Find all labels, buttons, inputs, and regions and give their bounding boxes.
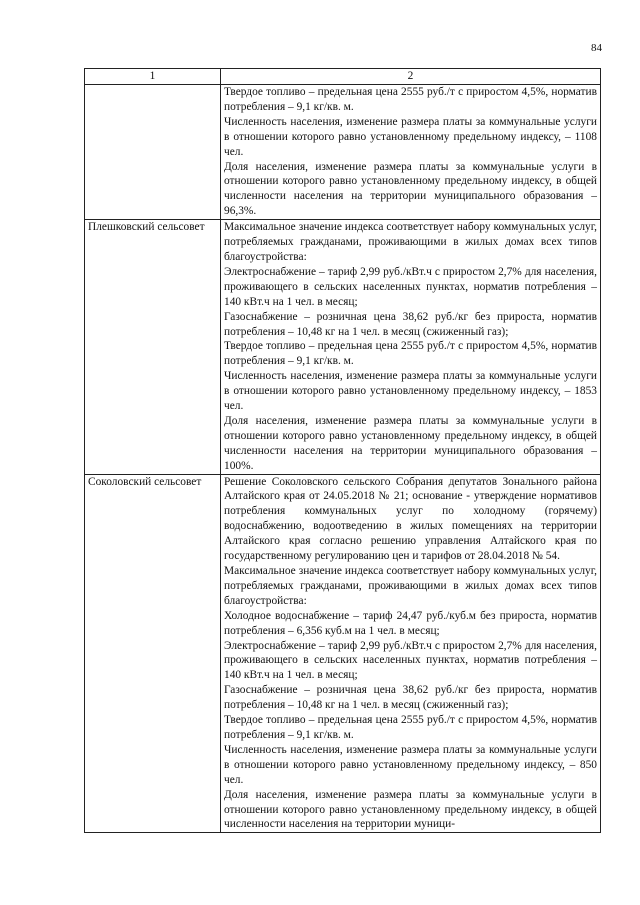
entity-name-cell [85, 85, 221, 220]
description-cell [221, 474, 601, 833]
paragraph: Численность населения, изменение размера платы за коммунальные услуги в отношении которого равно установленному предельному индексу, – 850 чел. [224, 743, 597, 786]
page-number: 84 [591, 42, 602, 54]
paragraph: Твердое топливо – предельная цена 2555 руб./т с приростом 4,5%, норматив потребления – 9,1 кг/кв. м. [224, 340, 597, 368]
municipal-index-table [84, 68, 601, 833]
paragraph: Доля населения, изменение размера платы за коммунальные услуги в отношении которого равно установленному предельному индексу, в общей численности населения на территории муници- [224, 788, 597, 831]
entity-name-cell: Соколовский сельсовет [85, 474, 221, 833]
paragraph: Решение Соколовского сельского Собрания депутатов Зонального района Алтайского края от 24.05.2018 № 21; основание - утверждение нормативов потребления коммунальных услуг по холодному (горячему) водоснабжению, водоотведению в жилых помещениях на территории Алтайского края согласно решению управления Алтайского края по государственному регулированию цен и тарифов от 28.04.2018 № 54. [224, 475, 597, 563]
paragraph: Газоснабжение – розничная цена 38,62 руб./кг без прироста, норматив потребления – 10,48 кг на 1 чел. в месяц (сжиженный газ); [224, 310, 597, 338]
paragraph: Электроснабжение – тариф 2,99 руб./кВт.ч с приростом 2,7% для населения, проживающего в сельских населенных пунктах, норматив потребления – 140 кВт.ч на 1 чел. в месяц; [224, 265, 597, 308]
paragraph: Максимальное значение индекса соответствует набору коммунальных услуг, потребляемых гражданами, проживающими в жилых домах всех типов благоустройства: [224, 565, 597, 607]
table-row [85, 85, 601, 220]
paragraph: Холодное водоснабжение – тариф 24,47 руб./куб.м без прироста, норматив потребления – 6,356 куб.м на 1 чел. в месяц; [224, 609, 597, 637]
paragraph: Доля населения, изменение размера платы за коммунальные услуги в отношении которого равно установленному предельному индексу, в общей численности населения на территории муниципального образования – 100%. [224, 414, 597, 472]
table-row [85, 474, 601, 833]
paragraph: Численность населения, изменение размера платы за коммунальные услуги в отношении которого равно установленному предельному индексу, – 1853 чел. [224, 370, 597, 413]
table-header-row [85, 69, 601, 85]
paragraph: Доля населения, изменение размера платы за коммунальные услуги в отношении которого равно установленному предельному индексу, в общей численности населения на территории муниципального образования – 96,3%. [224, 160, 597, 218]
column-header-1: 1 [85, 69, 221, 85]
paragraph: Электроснабжение – тариф 2,99 руб./кВт.ч с приростом 2,7% для населения, проживающего в сельских населенных пунктах, норматив потребления – 140 кВт.ч на 1 чел. в месяц; [224, 639, 597, 682]
entity-name-cell: Плешковский сельсовет [85, 220, 221, 474]
description-cell [221, 220, 601, 474]
table-row [85, 220, 601, 474]
paragraph: Численность населения, изменение размера платы за коммунальные услуги в отношении которого равно установленному предельному индексу, – 1108 чел. [224, 115, 597, 158]
description-cell [221, 85, 601, 220]
column-header-2: 2 [221, 69, 601, 85]
paragraph: Газоснабжение – розничная цена 38,62 руб./кг без прироста, норматив потребления – 10,48 кг на 1 чел. в месяц (сжиженный газ); [224, 684, 597, 712]
paragraph: Максимальное значение индекса соответствует набору коммунальных услуг, потребляемых гражданами, проживающими в жилых домах всех типов благоустройства: [224, 221, 597, 263]
paragraph: Твердое топливо – предельная цена 2555 руб./т с приростом 4,5%, норматив потребления – 9,1 кг/кв. м. [224, 714, 597, 741]
paragraph: Твердое топливо – предельная цена 2555 руб./т с приростом 4,5%, норматив потребления – 9,1 кг/кв. м. [224, 86, 597, 113]
